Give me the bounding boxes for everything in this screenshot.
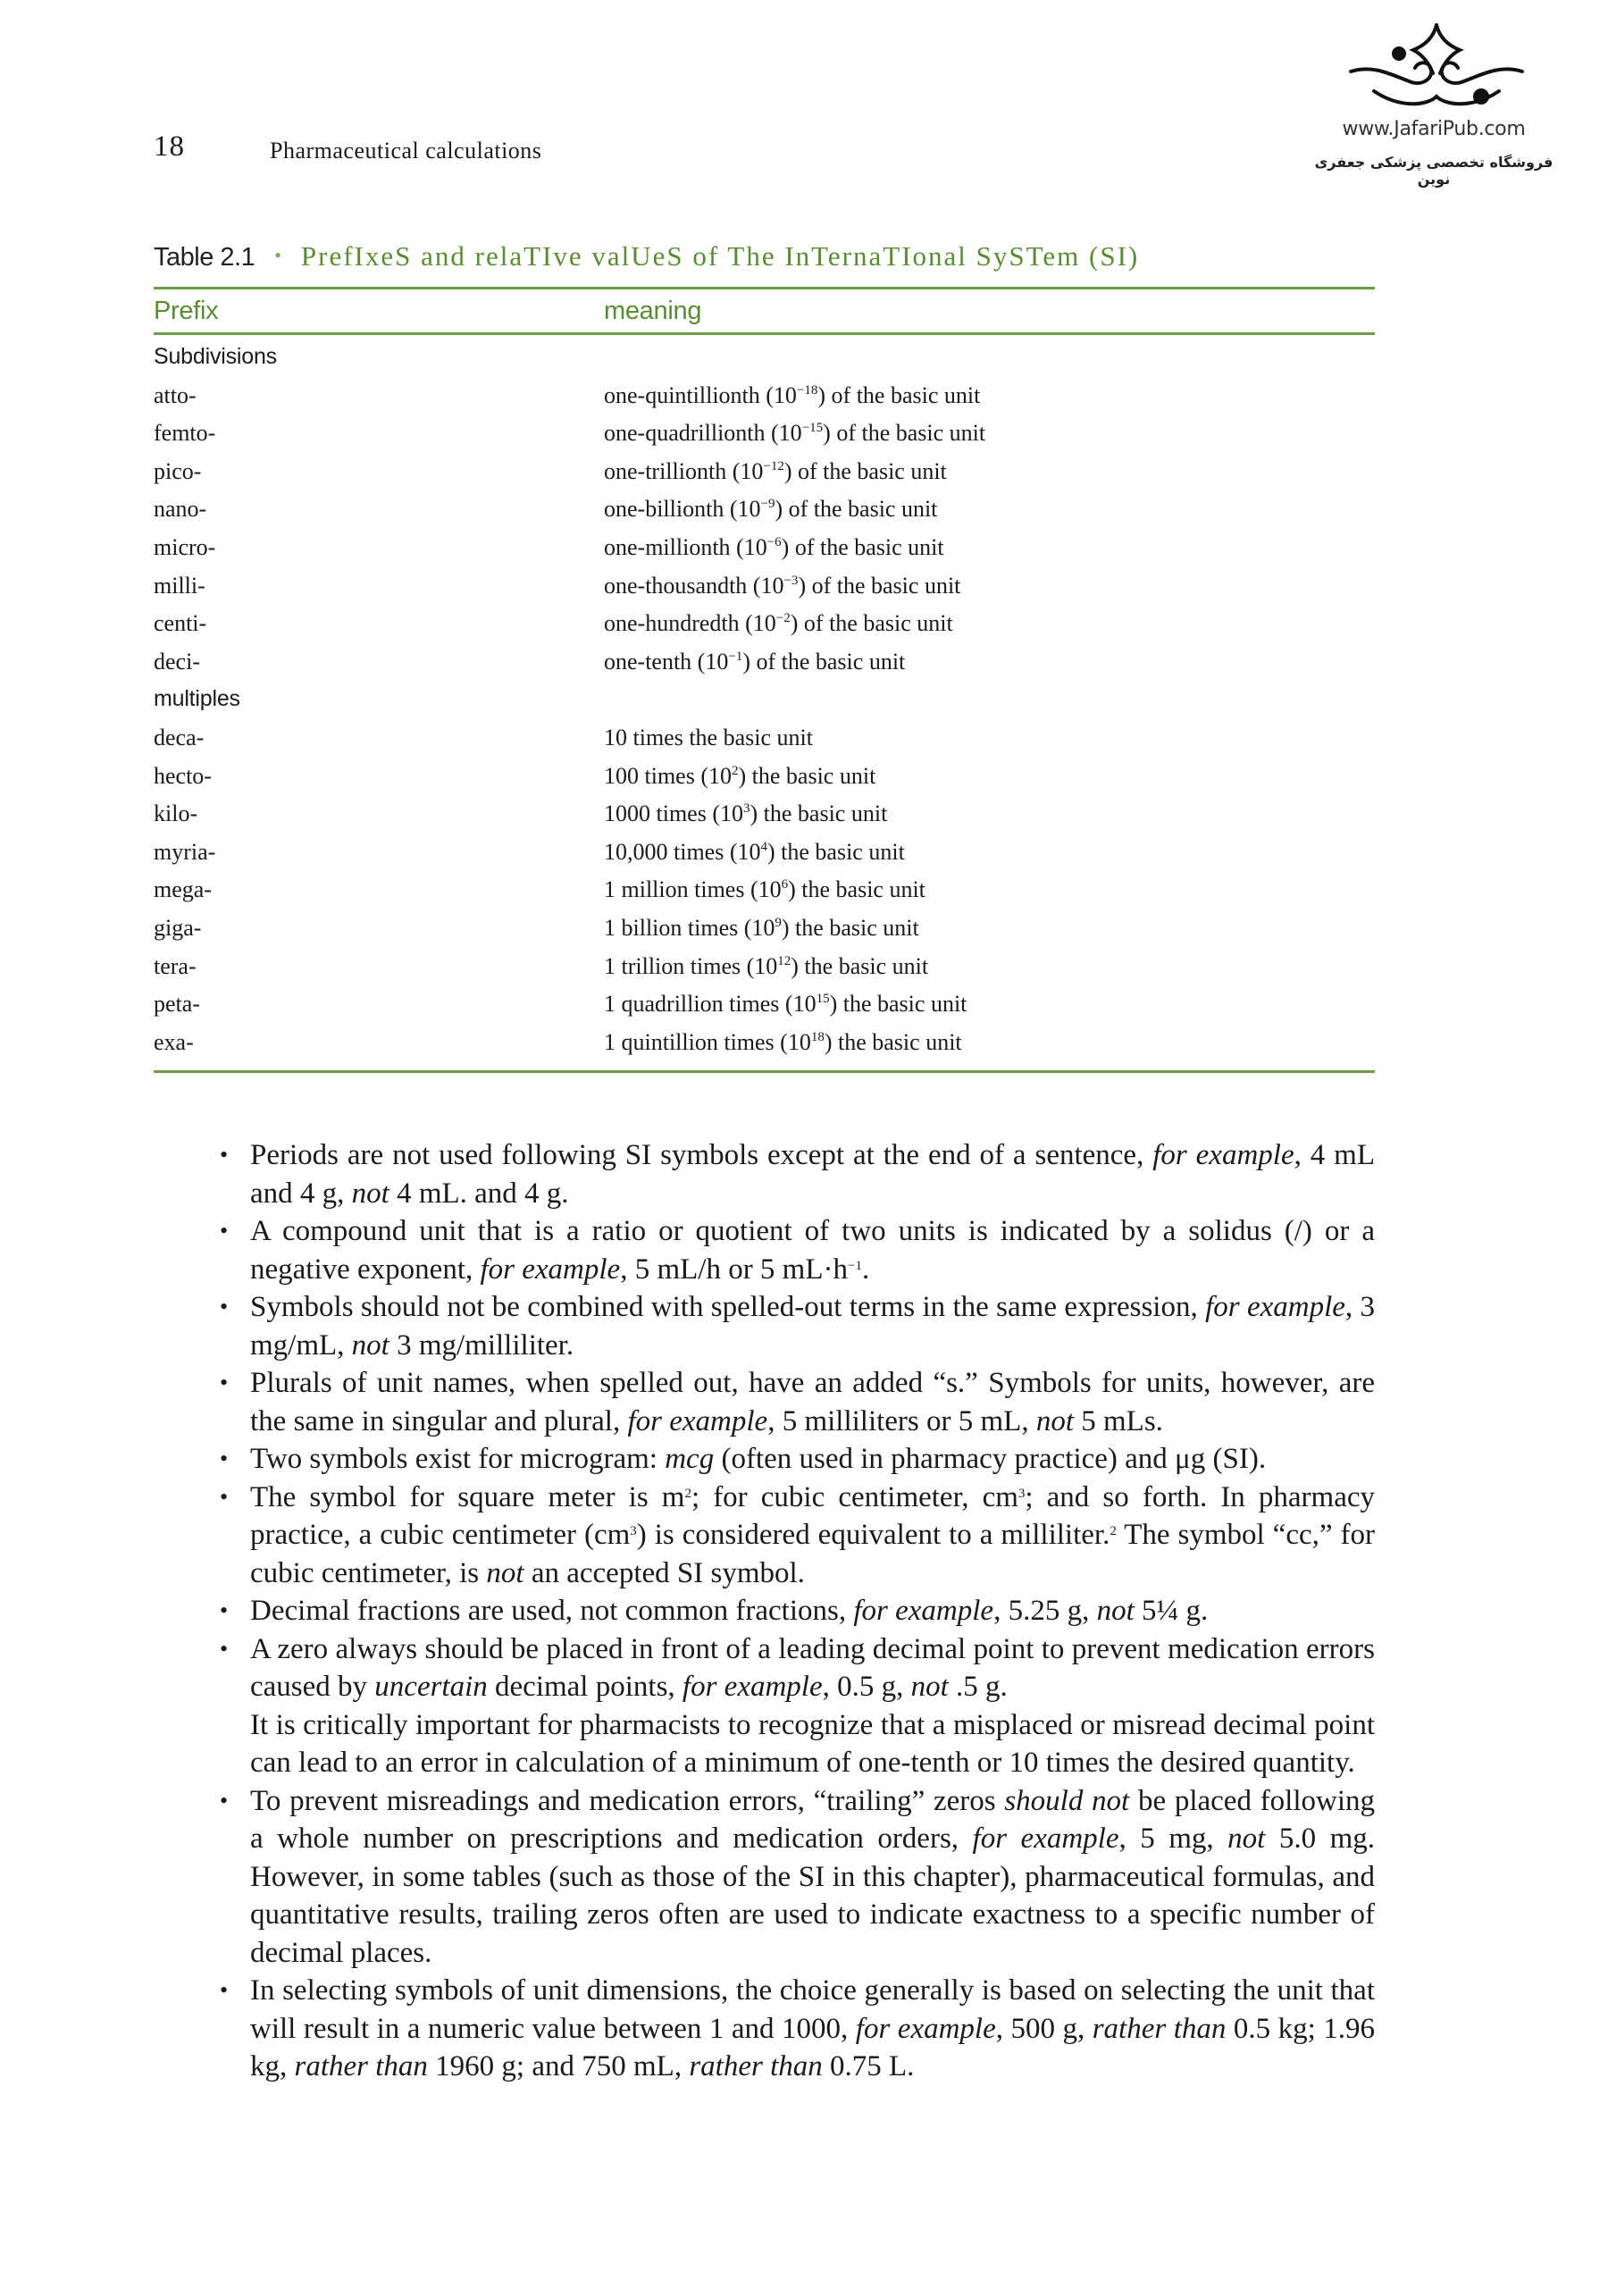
section-heading: multiples — [154, 686, 240, 712]
meaning-text: ) the basic unit — [750, 800, 888, 827]
meaning-cell — [604, 876, 925, 903]
list-paragraph — [250, 1630, 1375, 1706]
meaning-text: ) of the basic unit — [783, 457, 947, 484]
meaning-cell — [604, 573, 960, 599]
prefix-cell: nano- — [154, 496, 207, 523]
list-paragraph — [250, 1136, 1375, 1212]
table-section-row — [154, 339, 1375, 377]
list-item — [218, 1630, 1375, 1782]
emphasis: not — [351, 1177, 389, 1210]
si-prefix-table — [154, 287, 1375, 1073]
exponent: −18 — [796, 382, 818, 398]
prefix-cell: myria- — [154, 838, 216, 865]
emphasis: should not — [1004, 1784, 1130, 1817]
meaning-text: one-hundredth (10 — [604, 610, 776, 637]
table-row — [154, 529, 1375, 567]
table-section-row — [154, 681, 1375, 719]
prefix-cell: mega- — [154, 876, 212, 903]
meaning-text: ) the basic unit — [781, 914, 919, 941]
exponent: 3 — [743, 801, 750, 817]
meaning-text: one-billionth (10 — [604, 496, 761, 523]
list-paragraph — [250, 1782, 1375, 1973]
emphasis: not — [351, 1328, 389, 1362]
text-run: , 0.5 g, — [822, 1671, 911, 1703]
emphasis: rather than — [294, 2050, 428, 2082]
bullet-icon: • — [220, 1597, 229, 1623]
meaning-cell — [604, 800, 887, 827]
meaning-text: 1 billion times (10 — [604, 914, 775, 941]
meaning-text: ) of the basic unit — [817, 381, 981, 408]
text-run: In selecting symbols of unit dimensions, the choice generally is based on selecting the unit that will result in a numeric value between 1 and 1000, — [250, 1974, 1375, 2045]
table-row — [154, 948, 1375, 986]
table-bottom-rule — [154, 1070, 1375, 1073]
meaning-text: 1 quintillion times (10 — [604, 1028, 811, 1055]
si-rules-list — [218, 1136, 1375, 2086]
jafaripub-calligraphy-logo-icon — [1347, 20, 1526, 116]
prefix-cell: peta- — [154, 991, 200, 1018]
list-item — [218, 1136, 1375, 1212]
bullet-icon: • — [220, 1370, 229, 1395]
meaning-text: one-tenth (10 — [604, 648, 729, 675]
bullet-icon: • — [220, 1294, 229, 1320]
text-run: ; for cubic centimeter, cm — [691, 1480, 1018, 1513]
table-row — [154, 605, 1375, 643]
text-run: , 5.25 g, — [993, 1595, 1097, 1627]
meaning-text: 1 million times (10 — [604, 876, 782, 903]
prefix-cell: atto- — [154, 381, 197, 408]
emphasis: rather than — [1092, 2012, 1227, 2045]
superscript: 3 — [1018, 1486, 1026, 1501]
text-run: decimal points, — [487, 1671, 683, 1703]
meaning-text: 1000 times (10 — [604, 800, 743, 827]
meaning-text: 100 times (10 — [604, 762, 732, 789]
text-run: , 5 milliliters or 5 mL, — [767, 1404, 1036, 1437]
meaning-text: 1 trillion times (10 — [604, 952, 778, 979]
table-row — [154, 985, 1375, 1024]
list-item — [218, 1440, 1375, 1479]
meaning-text: ) the basic unit — [791, 952, 929, 979]
meaning-text: 1 quadrillion times (10 — [604, 991, 817, 1018]
meaning-text: ) of the basic unit — [823, 420, 986, 447]
meaning-text: one-thousandth (10 — [604, 572, 784, 599]
logo-url[interactable]: www.JafariPub.com — [1342, 118, 1526, 140]
meaning-text: ) of the basic unit — [775, 496, 938, 523]
table-row — [154, 719, 1375, 758]
text-run: . — [861, 1253, 870, 1286]
list-item — [218, 1288, 1375, 1364]
emphasis: for example — [682, 1671, 823, 1703]
meaning-cell — [604, 534, 944, 561]
list-paragraph — [250, 1288, 1375, 1364]
table-row — [154, 415, 1375, 453]
meaning-text: one-quintillionth (10 — [604, 381, 797, 408]
meaning-cell — [604, 953, 928, 980]
exponent: 6 — [781, 877, 789, 892]
section-heading: Subdivisions — [154, 344, 277, 369]
text-run: 4 mL. and 4 g. — [389, 1177, 569, 1210]
emphasis: for example — [853, 1595, 994, 1627]
text-run: , 500 g, — [995, 2012, 1093, 2045]
exponent: −3 — [783, 573, 799, 588]
table-row — [154, 643, 1375, 682]
text-run: It is critically important for pharmacists to recognize that a misplaced or misread decimal point can lead to an error in calculation of a minimum of one-tenth or 10 times the desired quantity. — [250, 1708, 1375, 1779]
page-number: 18 — [154, 130, 185, 163]
list-item — [218, 1479, 1375, 1593]
exponent: 9 — [775, 915, 782, 930]
list-paragraph — [250, 1592, 1375, 1630]
exponent: −6 — [766, 534, 782, 549]
column-header-meaning: meaning — [604, 297, 702, 325]
emphasis: for example — [1152, 1139, 1294, 1171]
logo-tagline: فروشگاه تخصصی پزشکی جعفری نوین — [1314, 154, 1554, 188]
bullet-separator-icon: • — [274, 244, 281, 266]
superscript: 2 — [1110, 1524, 1117, 1538]
prefix-cell: exa- — [154, 1028, 194, 1055]
bullet-icon: • — [220, 1635, 229, 1662]
meaning-cell — [604, 649, 905, 675]
meaning-cell — [604, 420, 985, 447]
running-title: Pharmaceutical calculations — [270, 138, 542, 163]
emphasis: for example — [972, 1823, 1119, 1855]
table-row — [154, 490, 1375, 529]
exponent: 4 — [760, 839, 767, 854]
table-row — [154, 871, 1375, 909]
table-row — [154, 1024, 1375, 1062]
bullet-icon: • — [220, 1483, 229, 1510]
emphasis: not — [1096, 1595, 1135, 1627]
text-run: 5.0 mg. However, in some tables (such as those of the SI in this chapter), pharmaceutical formulas, and quantitative results, trailing zeros often are used to indicate exactness to a specific number of decimal places. — [250, 1823, 1376, 1969]
meaning-text: ) of the basic unit — [781, 533, 944, 560]
prefix-cell: deci- — [154, 648, 200, 675]
table-row — [154, 795, 1375, 834]
list-item — [218, 1972, 1375, 2086]
meaning-cell — [604, 610, 953, 637]
text-run: 1960 g; and 750 mL, — [427, 2050, 690, 2082]
emphasis: not — [1227, 1823, 1266, 1855]
prefix-cell: pico- — [154, 457, 202, 484]
meaning-text: ) the basic unit — [738, 762, 876, 789]
meaning-text: ) of the basic unit — [742, 648, 906, 675]
publisher-logo — [1304, 20, 1563, 188]
emphasis: not — [910, 1671, 949, 1703]
meaning-cell — [604, 496, 937, 523]
bullet-icon: • — [220, 1787, 229, 1814]
meaning-cell — [604, 1029, 962, 1056]
column-header-prefix: Prefix — [154, 297, 219, 325]
list-item — [218, 1364, 1375, 1440]
meaning-cell — [604, 763, 875, 790]
emphasis: for example — [480, 1253, 621, 1286]
list-paragraph — [250, 1972, 1375, 2086]
superscript: 2 — [684, 1486, 691, 1501]
superscript: 3 — [630, 1524, 637, 1538]
exponent: 18 — [810, 1029, 825, 1044]
meaning-text: ) the basic unit — [829, 991, 967, 1018]
exponent: −15 — [801, 421, 824, 436]
list-item — [218, 1782, 1375, 1973]
prefix-cell: giga- — [154, 914, 202, 941]
table-title: PrefIxeS and relaTIve valUeS of The InTernaTIonal SySTem (SI) — [300, 240, 1140, 272]
meaning-text: one-trillionth (10 — [604, 457, 764, 484]
meaning-cell — [604, 725, 813, 751]
prefix-cell: kilo- — [154, 800, 198, 827]
meaning-text: 10,000 times (10 — [604, 838, 761, 865]
meaning-text: ) of the basic unit — [790, 610, 953, 637]
text-run: A compound unit that is a ratio or quotient of two units is indicated by a solidus (/) or a negative exponent, — [250, 1215, 1375, 1286]
prefix-cell: tera- — [154, 952, 197, 979]
text-run: 3 mg/milliliter. — [389, 1328, 574, 1362]
text-run: ; and so forth. In pharmacy practice, a cubic centimeter (cm — [250, 1480, 1375, 1551]
text-run: 0.75 L. — [822, 2050, 915, 2082]
prefix-cell: hecto- — [154, 762, 212, 789]
emphasis: for example — [1205, 1291, 1345, 1323]
text-run: A zero always should be placed in front of a leading decimal point to prevent medication errors caused by — [250, 1632, 1375, 1703]
text-run: The symbol for square meter is m — [250, 1480, 685, 1513]
list-paragraph — [250, 1364, 1375, 1440]
list-paragraph — [250, 1440, 1375, 1479]
meaning-text: ) the basic unit — [824, 1028, 962, 1055]
emphasis: uncertain — [374, 1671, 488, 1703]
exponent: 2 — [732, 763, 739, 778]
table-header — [154, 289, 1375, 332]
text-run: .5 g. — [948, 1671, 1008, 1703]
superscript: −1 — [848, 1258, 862, 1273]
text-run: , 5 mL/h or 5 mL·h — [620, 1253, 849, 1286]
prefix-cell: milli- — [154, 572, 205, 599]
text-run: Periods are not used following SI symbols except at the end of a sentence, — [250, 1139, 1153, 1171]
text-run: Symbols should not be combined with spelled-out terms in the same expression, — [250, 1291, 1206, 1323]
table-body — [154, 335, 1375, 1070]
exponent: −12 — [763, 458, 784, 473]
prefix-cell: micro- — [154, 533, 216, 560]
text-run: , 5 mg, — [1118, 1823, 1228, 1855]
text-run: The symbol “cc,” for cubic centimeter, is — [250, 1519, 1375, 1589]
text-run: 5 mLs. — [1074, 1404, 1163, 1437]
bullet-icon: • — [220, 1218, 229, 1244]
meaning-text: ) of the basic unit — [798, 572, 961, 599]
text-run: an accepted SI symbol. — [523, 1556, 805, 1589]
meaning-cell — [604, 458, 947, 485]
table-label: Table 2.1 — [154, 243, 255, 272]
table-row — [154, 567, 1375, 606]
text-run: To prevent misreadings and medication errors, “trailing” zeros — [250, 1784, 1005, 1817]
exponent: 12 — [777, 953, 791, 968]
text-run: Plurals of unit names, when spelled out, have an added “s.” Symbols for units, however, are the same in singular and plural, — [250, 1367, 1375, 1437]
text-run: , 3 mg/mL, — [250, 1291, 1375, 1362]
exponent: −9 — [760, 497, 775, 512]
text-run: (often used in pharmacy practice) and μg (SI). — [714, 1443, 1267, 1475]
emphasis: not — [486, 1556, 524, 1589]
text-run: ) is considered equivalent to a milliliter. — [636, 1519, 1110, 1551]
meaning-cell — [604, 991, 967, 1018]
table-row — [154, 377, 1375, 415]
table-row — [154, 834, 1375, 872]
text-run: 0.5 kg; 1.96 kg, — [250, 2012, 1376, 2082]
table-row — [154, 758, 1375, 796]
list-paragraph — [250, 1479, 1375, 1593]
meaning-text: one-millionth (10 — [604, 533, 767, 560]
text-run: Two symbols exist for microgram: — [250, 1443, 666, 1475]
text-run: Decimal fractions are used, not common fractions, — [250, 1595, 854, 1627]
exponent: 15 — [816, 992, 830, 1007]
table-row — [154, 453, 1375, 491]
bullet-icon: • — [220, 1445, 229, 1471]
list-paragraph — [250, 1212, 1375, 1288]
prefix-cell: centi- — [154, 610, 207, 637]
prefix-cell: deca- — [154, 724, 205, 750]
text-run: 5¼ g. — [1134, 1595, 1209, 1627]
bullet-icon: • — [220, 1977, 229, 2003]
meaning-text: ) the basic unit — [788, 876, 925, 903]
table-row — [154, 909, 1375, 948]
meaning-text: ) the basic unit — [767, 838, 905, 865]
prefix-cell: femto- — [154, 420, 216, 447]
emphasis: for example — [627, 1404, 768, 1437]
table-caption — [154, 239, 1139, 272]
exponent: −1 — [728, 649, 743, 664]
emphasis: for example — [855, 2012, 996, 2045]
emphasis: rather than — [689, 2050, 823, 2082]
meaning-cell — [604, 382, 980, 409]
text-run: , 4 mL and 4 g, — [250, 1139, 1376, 1210]
meaning-text: 10 times the basic unit — [604, 724, 813, 750]
list-item — [218, 1212, 1375, 1288]
exponent: −2 — [775, 611, 791, 626]
bullet-icon: • — [220, 1142, 229, 1168]
meaning-cell — [604, 839, 905, 866]
emphasis: not — [1035, 1404, 1075, 1437]
list-item — [218, 1592, 1375, 1630]
list-paragraph — [250, 1706, 1375, 1782]
text-run: be placed following a whole number on prescriptions and medication orders, — [250, 1784, 1376, 1855]
emphasis: mcg — [665, 1443, 715, 1475]
meaning-cell — [604, 915, 919, 942]
meaning-text: one-quadrillionth (10 — [604, 420, 802, 447]
